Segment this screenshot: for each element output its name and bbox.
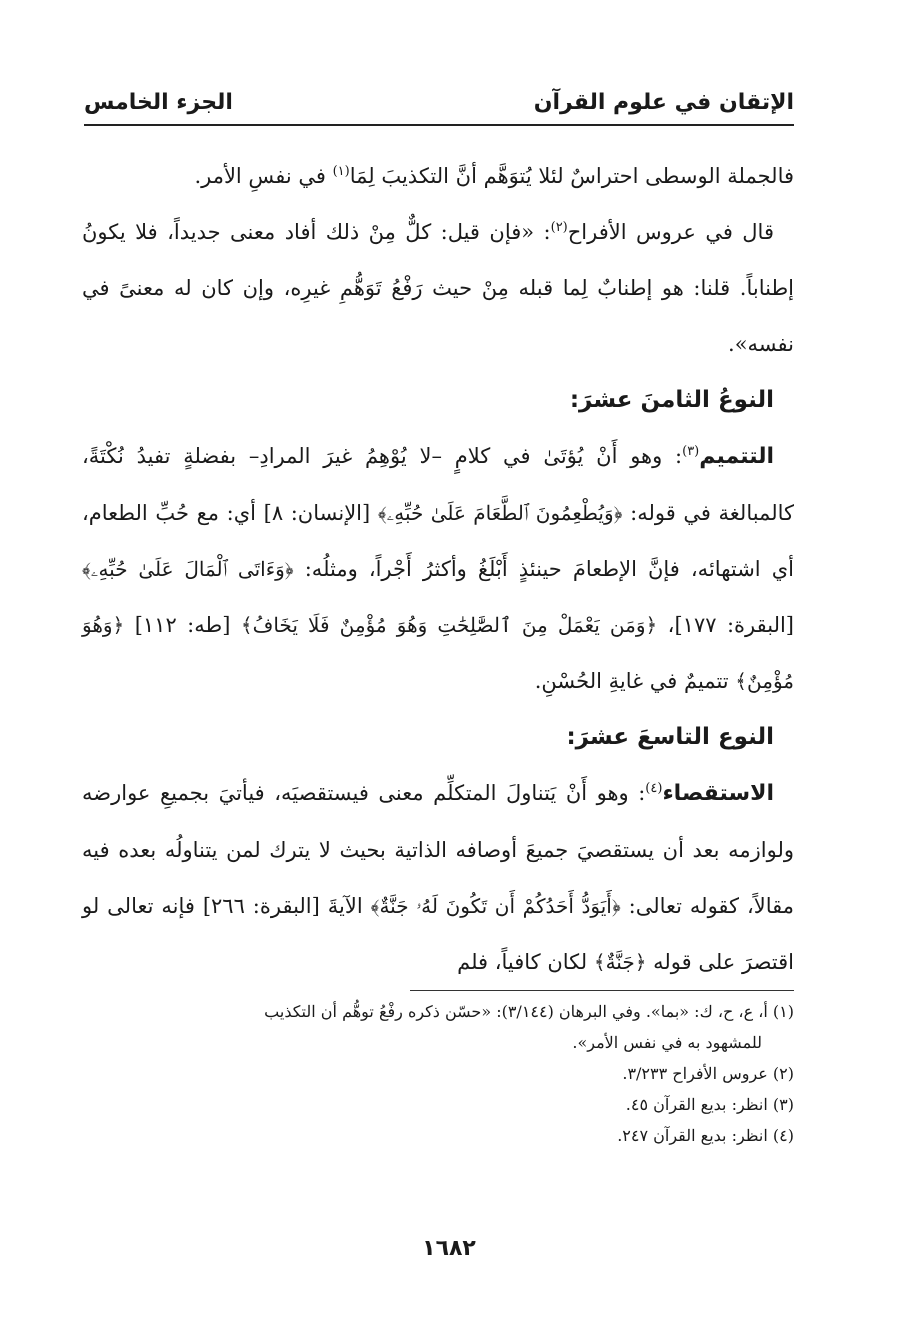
paragraph-4-text-c: لكان كافياً، فلم [457,950,594,974]
term-tatmim: التتميم [699,444,774,469]
quran-quote: ﴿وَيُطْعِمُونَ ٱلطَّعَامَ عَلَىٰ حُبِّهِۦ﴾ [377,501,623,525]
footnote-3: (٣) انظر: بديع القرآن ٤٥. [625,1095,794,1114]
paragraph-3-text-a: : وهو أَنْ يُؤتَىٰ في كلامٍ –لا يُوْهِمُ غيرَ المرادِ– بفضلةٍ تفيدُ نُكْتَةً، كالمبالغة في قوله: [82,444,794,525]
paragraph-3-text-e: تتميمٌ في غايةِ الحُسْنِ. [534,669,736,693]
section-heading-18: النوعُ الثامنَ عشرَ: [569,387,774,413]
running-header [84,82,794,122]
paragraph-2-text: : «فإن قيل: كلٌّ مِنْ ذلك أفاد معنى جديداً، فلا يكونُ إطناباً. قلنا: هو إطنابٌ لِما قبله مِنْ حيث رَفْعُ تَوَهُّمِ غيرِه، وإن كان له معنىً في نفسه». [82,220,794,356]
paragraph-3 [82,428,794,709]
quran-quote: ﴿جَنَّةٌ﴾ [593,950,647,974]
volume-label: الجزء الخامس [84,89,233,115]
quran-quote: ﴿وَمَن يَعْمَلْ مِنَ ٱلصَّٰلِحَٰتِ وَهُوَ مُؤْمِنٌ فَلَا يَخَافُ﴾ [240,613,658,637]
paragraph-2 [82,204,794,372]
quran-quote: ﴿وَهُوَ مُؤْمِنٌ﴾ [82,613,794,693]
paragraph-2-intro: قال في عروس الأفراح [567,220,774,244]
footnote-1-continuation: للمشهود به في نفس الأمر». [572,1033,762,1052]
term-istiqsa: الاستقصاء [662,781,774,806]
footnote-ref-3[interactable]: (٣) [682,444,700,459]
quran-quote: ﴿وَءَاتَى ٱلْمَالَ عَلَىٰ حُبِّهِۦ﴾ [82,557,294,581]
paragraph-3-text-c: [البقرة: ١٧٧]، [657,613,795,637]
footnote-2: (٢) عروس الأفراح ٣/٢٣٣. [622,1064,794,1083]
book-title: الإتقان في علوم القرآن [533,89,794,115]
footnote-ref-4[interactable]: (٤) [645,781,663,796]
footnote-1: (١) أ، ع، ح، ك: «بما». وفي البرهان (٣/١٤٤): «حسّن ذكره رفْعُ توهُّم أن التكذيب [264,1002,794,1021]
quran-quote: ﴿أَيَوَدُّ أَحَدُكُمْ أَن تَكُونَ لَهُۥ جَنَّةٌ﴾ [370,894,621,918]
paragraph-1 [82,148,794,204]
main-text [82,148,794,990]
paragraph-3-text-b: [الإنسان: ٨] أي: مع حُبِّ الطعام، أي اشتهائه، فإنَّ الإطعامَ حينئذٍ أَبْلَغُ وأكثرُ أَجْراً، ومثلُه: [82,501,794,581]
paragraph-4 [82,765,794,990]
paragraph-1-text: فالجملة الوسطى احتراسٌ لئلا يُتوَهَّم أنَّ التكذيبَ لِمَا [349,164,794,188]
paragraph-3-text-d: [طه: ١١٢] [124,613,241,637]
paragraph-4-text-a: : وهو أَنْ يَتناولَ المتكلِّم معنى فيستقصيَه، فيأتيَ بجميعِ عوارضه ولوازمه بعد أن يستقصيَ جميعَ أوصافه الذاتية بحيث لا يترك لمن يتناولُه بعده فيه مقالاً، كقوله تعالى: [82,781,794,918]
paragraph-4-text-b: الآيةَ [البقرة: ٢٦٦] فإنه تعالى لو اقتصرَ على قوله [82,894,794,974]
header-rule [84,124,794,126]
footnote-4: (٤) انظر: بديع القرآن ٢٤٧. [617,1126,794,1145]
page-number: ١٦٨٢ [422,1236,476,1261]
paragraph-1-end: في نفسِ الأمر. [194,164,333,188]
footnote-ref-1[interactable]: (١) [332,164,350,179]
footnote-rule [410,990,794,991]
footnote-ref-2[interactable]: (٢) [550,220,568,235]
footnotes [84,996,794,1151]
section-heading-19: النوع التاسعَ عشرَ: [566,724,774,750]
